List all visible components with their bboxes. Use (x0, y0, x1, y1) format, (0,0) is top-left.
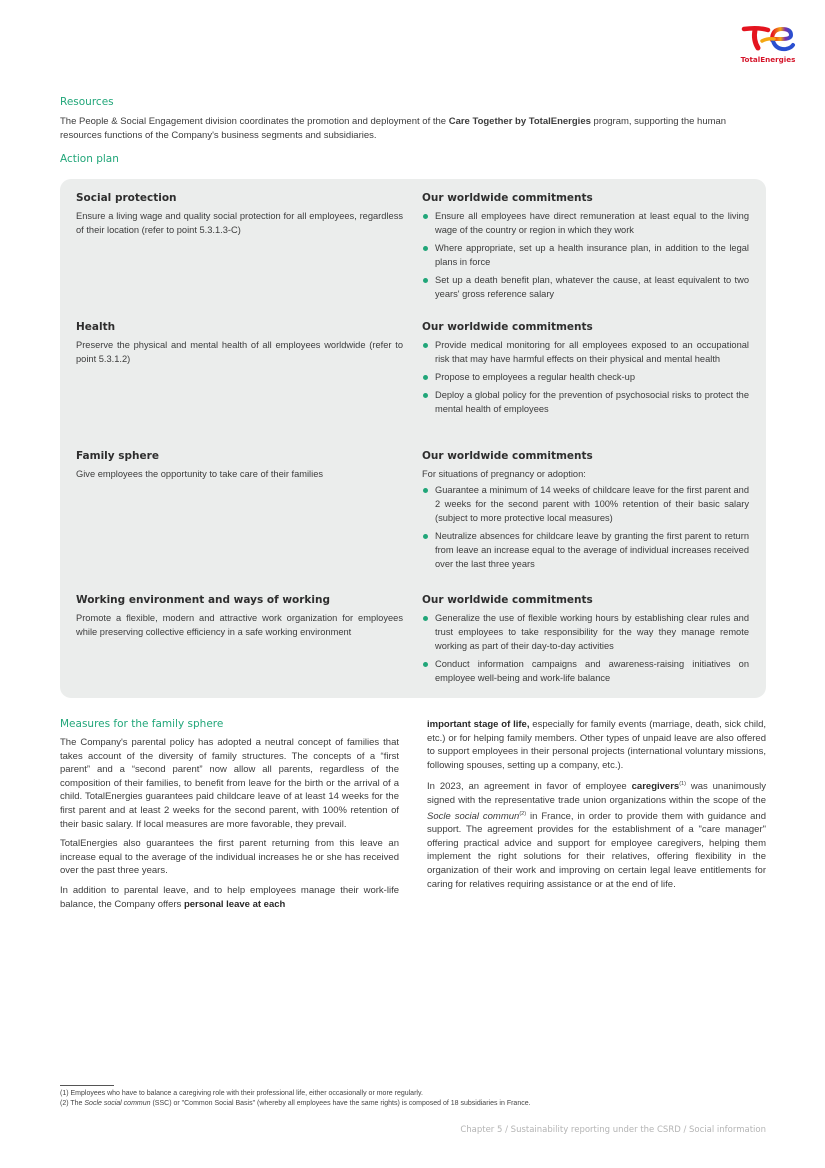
list-item: Generalize the use of flexible working hours by establishing clear rules and trust employees to take responsibility for the way they manage remote working as part of their day-to-day activities (422, 611, 749, 653)
totalenergies-logo-mark-icon (738, 24, 798, 54)
block-title: Health (76, 321, 116, 333)
block-description: Promote a flexible, modern and attractive work organization for employees while preserving collective efficiency in a safe working environment (76, 613, 403, 637)
program-name: Care Together by TotalEnergies (448, 116, 591, 127)
list-item: Where appropriate, set up a health insurance plan, in addition to the legal plans in force (422, 241, 749, 269)
footnote-ref-1[interactable]: (1) (679, 781, 686, 788)
list-item: Propose to employees a regular health check-up (422, 370, 749, 384)
footnote-2: (2) The Socle social commun (SSC) or "Common Social Basis" (whereby all employees have the same rights) is composed of 18 subsidiaries in France. (60, 1100, 531, 1107)
resources-paragraph: The People & Social Engagement division coordinates the promotion and deployment of the Care Together by TotalEnergies program, supporting the human resources functions of the Company's business segments and subsidiaries. (60, 116, 727, 141)
measures-right-column (427, 718, 766, 897)
commitments-list (422, 209, 749, 301)
logo-wordmark: TotalEnergies (740, 55, 796, 64)
commitments-list (422, 611, 749, 685)
measures-paragraph-1: The Company's parental policy has adopted a neutral concept of families that takes account of the diversity of family structures. The concepts of a “first parent” and a “second parent” now allow all parents, regardless of the composition of their families, to benefit from leave for the birth or the arrival of a child. TotalEnergies guarantees paid childcare leave of at least 14 weeks for the first parent and at least 2 weeks for the second parent, with 100% retention of their basic salary. If local measures are more favorable, they prevail. (60, 737, 399, 830)
measures-left-column (60, 736, 399, 917)
list-item: Provide medical monitoring for all employees exposed to an occupational risk that may have harmful effects on their physical and mental health (422, 338, 749, 366)
commitments-list (422, 483, 749, 571)
block-description: Preserve the physical and mental health of all employees worldwide (refer to point 5.3.1.2) (76, 340, 403, 364)
block-description: Ensure a living wage and quality social protection for all employees, regardless of their location (refer to point 5.3.1.3-C) (76, 211, 403, 235)
page-footer: Chapter 5 / Sustainability reporting under the CSRD / Social information (460, 1125, 766, 1135)
block-title: Social protection (76, 192, 177, 204)
footnote-ref-2[interactable]: (2) (519, 810, 527, 817)
list-item: Conduct information campaigns and awareness-raising initiatives on employee well-being and work-life balance (422, 657, 749, 685)
block-title: Family sphere (76, 450, 159, 462)
commitments-title: Our worldwide commitments (422, 450, 593, 462)
list-item: Deploy a global policy for the prevention of psychosocial risks to protect the mental health of employees (422, 388, 749, 416)
list-item: Neutralize absences for childcare leave by granting the first parent to return from leave an increase equal to the average of individual increases received over the last three years (422, 529, 749, 571)
block-title: Working environment and ways of working (76, 594, 330, 606)
commitments-lead: For situations of pregnancy or adoption: (422, 469, 586, 479)
commitments-title: Our worldwide commitments (422, 594, 593, 606)
list-item: Ensure all employees have direct remuneration at least equal to the living wage of the country or region in which they work (422, 209, 749, 237)
footnote-divider (60, 1085, 114, 1086)
measures-paragraph-5: In 2023, an agreement in favor of employee caregivers$^{(1)}$ was unanimously signed with the representative trade union organizations within the scope of the Socle social commun$^{(2)}$ in France, in order to provide them with guidance and support. The agreement provides for the establishment of a "care manager" offering practical advice and support for employee caregivers, helping them implement the right solutions for their relatives, offering flexibility in the organization of their work and improving on certain legal leave entitlements for caring for relatives requiring assistance or at the end of life. (427, 781, 767, 890)
measures-heading: Measures for the family sphere (60, 718, 224, 730)
commitments-list (422, 338, 749, 416)
action-plan-panel (60, 179, 766, 698)
measures-paragraph-4: important stage of life, especially for family events (marriage, death, sick child, etc.) or for helping family members. Other types of unpaid leave are also offered to support employees in their personal projects (international voluntary missions, following spouses, setting up a company, etc.). (427, 719, 766, 771)
commitments-title: Our worldwide commitments (422, 321, 593, 333)
measures-paragraph-2: TotalEnergies also guarantees the first parent returning from this leave an increase equal to the average of the individual increases he or she has received over the past three years. (60, 838, 399, 877)
block-description: Give employees the opportunity to take care of their families (76, 469, 324, 479)
list-item: Guarantee a minimum of 14 weeks of childcare leave for the first parent and 2 weeks for the second parent with 100% retention of their basic salary (subject to more protective local measures) (422, 483, 749, 525)
measures-paragraph-3: In addition to parental leave, and to help employees manage their work-life balance, the Company offers personal leave at each (60, 884, 399, 910)
footnote-1: (1) Employees who have to balance a caregiving role with their professional life, either occasionally or more regularly. (60, 1090, 423, 1097)
list-item: Set up a death benefit plan, whatever the cause, at least equivalent to two years' gross reference salary (422, 273, 749, 301)
commitments-title: Our worldwide commitments (422, 192, 593, 204)
totalenergies-logo (738, 24, 798, 66)
action-plan-heading: Action plan (60, 153, 119, 165)
resources-heading: Resources (60, 96, 114, 108)
